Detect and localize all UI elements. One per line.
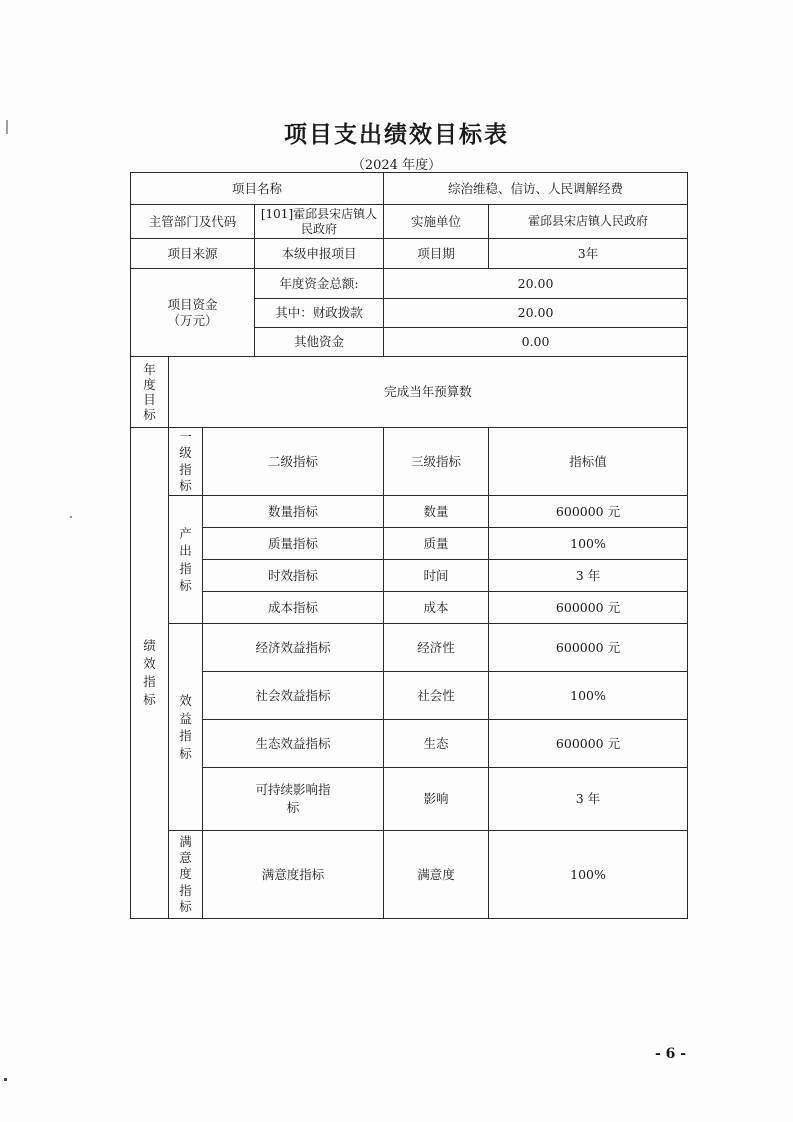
output-level2: 时效指标 xyxy=(203,560,384,592)
satisfaction-value: 100% xyxy=(489,831,688,919)
row-funds-total xyxy=(131,269,688,299)
impl-value: 霍邱县宋店镇人民政府 xyxy=(489,205,688,239)
output-level2: 成本指标 xyxy=(203,592,384,624)
annual-goal-label xyxy=(131,357,169,428)
row-source xyxy=(131,239,688,269)
impl-label: 实施单位 xyxy=(384,205,489,239)
annual-goal-label-text: 年度目标 xyxy=(143,362,156,422)
benefit-row xyxy=(131,768,688,831)
benefit-value: 600000 元 xyxy=(489,720,688,768)
header-level2: 二级指标 xyxy=(203,428,384,496)
satisfaction-group-text: 满意度指标 xyxy=(179,833,192,914)
benefit-row xyxy=(131,720,688,768)
output-level2: 质量指标 xyxy=(203,528,384,560)
benefit-row xyxy=(131,624,688,672)
output-group-label xyxy=(169,496,203,624)
benefit-level2 xyxy=(203,768,384,831)
benefit-level2: 社会效益指标 xyxy=(203,672,384,720)
dept-label: 主管部门及代码 xyxy=(131,205,255,239)
document-title: 项目支出绩效目标表 xyxy=(284,121,509,148)
row-annual-goal xyxy=(131,357,688,428)
funds-label-line2: （万元） xyxy=(167,312,218,328)
source-label: 项目来源 xyxy=(131,239,255,269)
funds-label-line1: 项目资金 xyxy=(167,296,218,312)
benefit-level2: 生态效益指标 xyxy=(203,720,384,768)
benefit-value: 3 年 xyxy=(489,768,688,831)
header-level1 xyxy=(169,428,203,496)
performance-target-table xyxy=(130,172,688,919)
header-level3: 三级指标 xyxy=(384,428,489,496)
project-name-value: 综治维稳、信访、人民调解经费 xyxy=(384,173,688,205)
row-project-name xyxy=(131,173,688,205)
page-number: - 6 - xyxy=(655,1046,687,1062)
benefit-level2: 经济效益指标 xyxy=(203,624,384,672)
funds-fiscal-value: 20.00 xyxy=(384,299,688,328)
output-level3: 成本 xyxy=(384,592,489,624)
source-value: 本级申报项目 xyxy=(255,239,384,269)
row-indicator-header xyxy=(131,428,688,496)
output-value: 100% xyxy=(489,528,688,560)
year-label: （2024 年度） xyxy=(351,158,442,173)
annual-goal-content: 完成当年预算数 xyxy=(169,357,688,428)
benefit-level2-text: 可持续影响指标 xyxy=(255,781,331,815)
header-level1-text: 一级指标 xyxy=(179,429,192,493)
satisfaction-level2: 满意度指标 xyxy=(203,831,384,919)
output-row xyxy=(131,496,688,528)
benefit-row xyxy=(131,672,688,720)
funds-total-label: 年度资金总额: xyxy=(255,269,384,299)
scan-edge-mark xyxy=(70,516,72,518)
output-level3: 质量 xyxy=(384,528,489,560)
benefit-level3: 影响 xyxy=(384,768,489,831)
output-level3: 数量 xyxy=(384,496,489,528)
funds-other-label: 其他资金 xyxy=(255,328,384,357)
satisfaction-level3: 满意度 xyxy=(384,831,489,919)
output-row xyxy=(131,560,688,592)
output-level2: 数量指标 xyxy=(203,496,384,528)
funds-label xyxy=(131,269,255,357)
performance-label-text: 绩效指标 xyxy=(143,637,156,708)
output-level3: 时间 xyxy=(384,560,489,592)
funds-total-value: 20.00 xyxy=(384,269,688,299)
output-value: 600000 元 xyxy=(489,592,688,624)
header-value: 指标值 xyxy=(489,428,688,496)
satisfaction-group-label xyxy=(169,831,203,919)
funds-fiscal-label: 其中：财政拨款 xyxy=(255,299,384,328)
benefit-group-text: 效益指标 xyxy=(179,693,192,761)
output-row xyxy=(131,592,688,624)
period-label: 项目期 xyxy=(384,239,489,269)
output-value: 600000 元 xyxy=(489,496,688,528)
performance-label xyxy=(131,428,169,919)
output-row xyxy=(131,528,688,560)
period-value: 3年 xyxy=(489,239,688,269)
scan-edge-mark xyxy=(4,1078,7,1081)
funds-other-value: 0.00 xyxy=(384,328,688,357)
benefit-group-label xyxy=(169,624,203,831)
benefit-value: 100% xyxy=(489,672,688,720)
scan-edge-mark xyxy=(6,120,8,134)
benefit-level3: 经济性 xyxy=(384,624,489,672)
satisfaction-row xyxy=(131,831,688,919)
benefit-level3: 社会性 xyxy=(384,672,489,720)
benefit-value: 600000 元 xyxy=(489,624,688,672)
output-value: 3 年 xyxy=(489,560,688,592)
dept-value: [101]霍邱县宋店镇人民政府 xyxy=(255,205,384,239)
output-group-text: 产出指标 xyxy=(179,525,192,593)
project-name-label: 项目名称 xyxy=(131,173,384,205)
benefit-level3: 生态 xyxy=(384,720,489,768)
row-department xyxy=(131,205,688,239)
